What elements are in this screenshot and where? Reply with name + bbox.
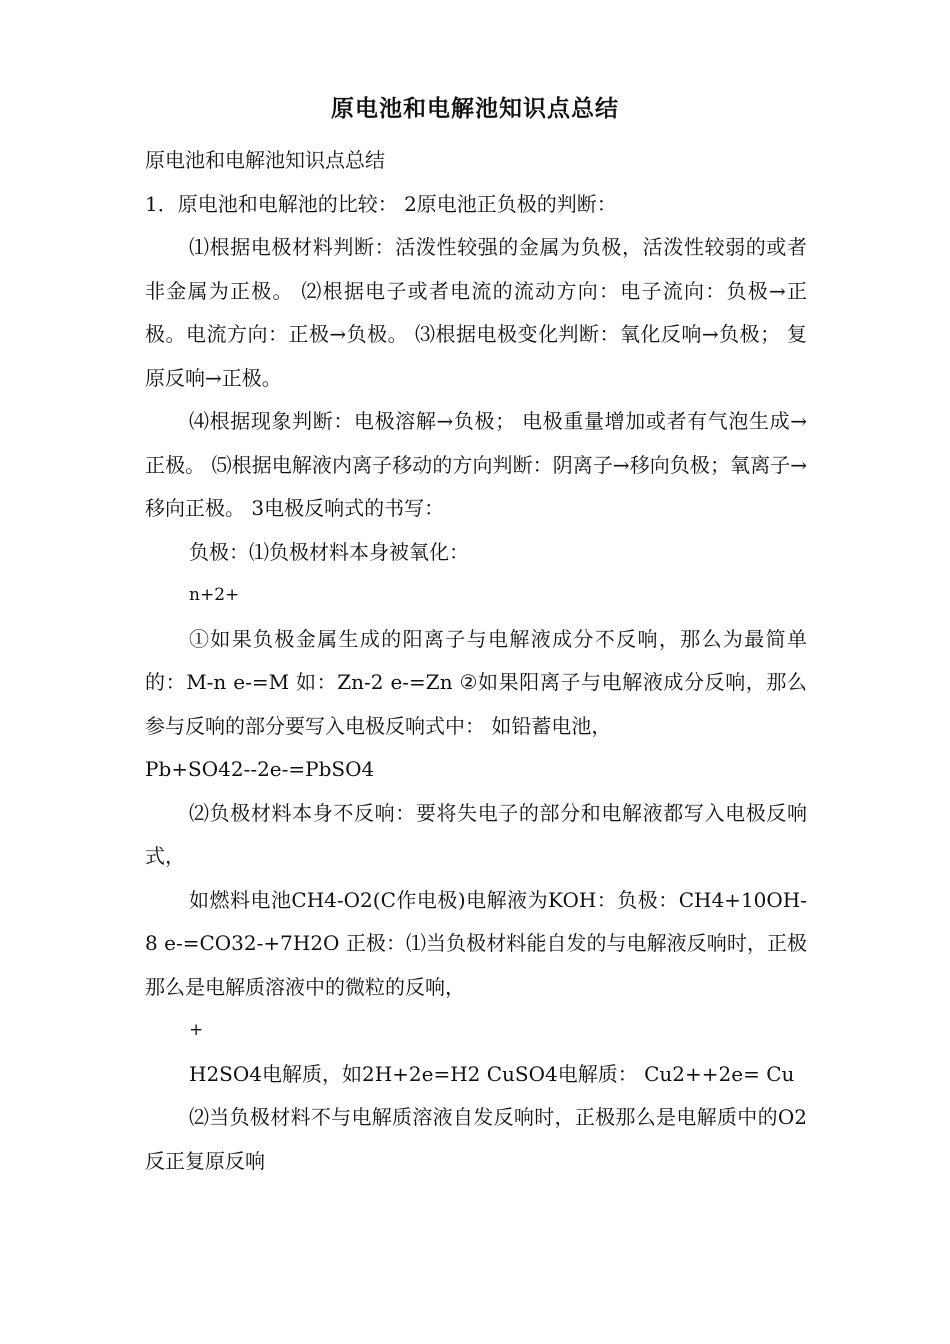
document-body: [145, 139, 807, 1183]
phenomenon-judgment-paragraph: ⑷根据现象判断：电极溶解→负极； 电极重量增加或者有气泡生成→正极。 ⑸根据电解液内离子移动的方向判断：阴离子→移向负极；氧离子→移向正极。 3电极反响式的书写：: [145, 409, 807, 520]
superscript-line: n+2+: [189, 585, 240, 605]
fuel-cell-paragraph: 如燃料电池CH4-O2(C作电极)电解液为KOH：负极：CH4+10OH-8 e-=CO32-+7H2O 正极：⑴当负极材料能自发的与电解液反响时，正极那么是电解质溶液中的微粒的反响，: [145, 887, 807, 999]
negative-electrode-paragraph: 负极：⑴负极材料本身被氧化：: [189, 539, 469, 564]
non-reacting-negative-paragraph: ⑵负极材料本身不反响：要将失电子的部分和电解液都写入电极反响式，: [145, 800, 807, 868]
plus-sign-line: +: [189, 1020, 204, 1040]
metal-ion-paragraph: ①如果负极金属生成的阳离子与电解液成分不反响，那么为最简单的：M-n e-=M 如：Zn-2 e-=Zn ②如果阳离子与电解液成分反响，那么参与反响的部分要写入电极反响式中： 如铅蓄电池，: [145, 626, 807, 738]
document-title: 原电池和电解池知识点总结: [331, 95, 619, 122]
electrolyte-equation-line: H2SO4电解质，如2H+2e=H2 CuSO4电解质： Cu2++2e= Cu: [189, 1061, 795, 1086]
oxygen-reduction-paragraph: ⑵当负极材料不与电解质溶液自发反响时，正极那么是电解质中的O2反正复原反响: [145, 1105, 807, 1173]
lead-battery-equation: Pb+SO42--2e-=PbSO4: [145, 757, 375, 781]
electrode-judgment-paragraph: ⑴根据电极材料判断：活泼性较强的金属为负极，活泼性较弱的或者非金属为正极。 ⑵根据电子或者电流的流动方向：电子流向：负极→正极。电流方向：正极→负极。 ⑶根据电极变化判断：氧化反响→负极； 复原反响→正极。: [145, 235, 807, 390]
subtitle-paragraph: 原电池和电解池知识点总结: [145, 148, 385, 172]
section-heading-paragraph: 1．原电池和电解池的比较： 2原电池正负极的判断：: [145, 191, 617, 216]
